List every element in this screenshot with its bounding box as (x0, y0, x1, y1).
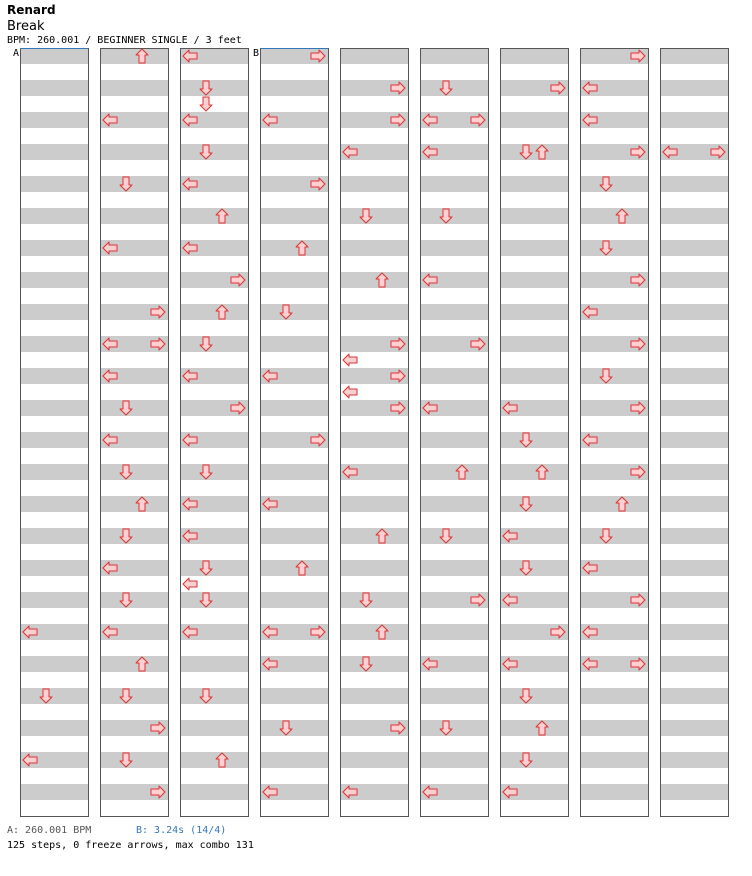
beat-stripe (340, 688, 408, 704)
beat-stripe (20, 592, 88, 608)
beat-stripe (660, 496, 728, 512)
beat-stripe (500, 48, 568, 64)
beat-stripe (660, 432, 728, 448)
beat-stripe (660, 400, 728, 416)
beat-stripe (420, 304, 488, 320)
beat-stripe (420, 624, 488, 640)
beat-stripe (20, 560, 88, 576)
beat-stripe (580, 528, 648, 544)
beat-stripe (660, 112, 728, 128)
beat-stripe (500, 464, 568, 480)
beat-stripe (340, 592, 408, 608)
beat-stripe (660, 48, 728, 64)
beat-stripe (580, 176, 648, 192)
beat-stripe (260, 752, 328, 768)
beat-stripe (500, 208, 568, 224)
beat-stripe (100, 400, 168, 416)
stop-label: B: 3.24s (14/4) (136, 825, 227, 836)
beat-stripe (100, 592, 168, 608)
beat-stripe (660, 528, 728, 544)
beat-stripe (260, 464, 328, 480)
beat-stripe (420, 752, 488, 768)
beat-stripe (100, 48, 168, 64)
beat-stripe (660, 656, 728, 672)
beat-stripe (260, 272, 328, 288)
beat-stripe (500, 688, 568, 704)
beat-stripe (580, 208, 648, 224)
beat-stripe (100, 752, 168, 768)
beat-stripe (580, 752, 648, 768)
beat-stripe (420, 528, 488, 544)
chart-column (580, 48, 649, 817)
beat-stripe (180, 304, 248, 320)
beat-stripe (420, 464, 488, 480)
beat-stripe (500, 752, 568, 768)
beat-stripe (260, 80, 328, 96)
beat-stripe (180, 560, 248, 576)
beat-stripe (340, 272, 408, 288)
beat-stripe (20, 400, 88, 416)
beat-stripe (340, 432, 408, 448)
beat-stripe (340, 560, 408, 576)
beat-stripe (500, 496, 568, 512)
beat-stripe (420, 560, 488, 576)
beat-stripe (180, 208, 248, 224)
left-arrow-note (183, 578, 197, 590)
beat-stripe (260, 560, 328, 576)
beat-stripe (420, 176, 488, 192)
beat-stripe (20, 144, 88, 160)
beat-stripe (20, 528, 88, 544)
beat-stripe (660, 720, 728, 736)
chart-column (180, 48, 249, 817)
beat-stripe (260, 240, 328, 256)
beat-stripe (580, 688, 648, 704)
beat-stripe (420, 720, 488, 736)
beat-stripe (100, 80, 168, 96)
beat-stripe (20, 272, 88, 288)
beat-stripe (420, 368, 488, 384)
beat-stripe (100, 176, 168, 192)
beat-stripe (20, 208, 88, 224)
beat-stripe (260, 720, 328, 736)
beat-stripe (100, 208, 168, 224)
beat-stripe (180, 144, 248, 160)
beat-stripe (20, 48, 88, 64)
beat-stripe (340, 304, 408, 320)
beat-stripe (340, 528, 408, 544)
beat-stripe (500, 144, 568, 160)
beat-stripe (500, 368, 568, 384)
beat-stripe (660, 336, 728, 352)
beat-stripe (20, 432, 88, 448)
beat-stripe (500, 560, 568, 576)
beat-stripe (20, 784, 88, 800)
beat-stripe (100, 272, 168, 288)
beat-stripe (260, 208, 328, 224)
beat-stripe (500, 272, 568, 288)
beat-stripe (180, 784, 248, 800)
beat-stripe (100, 496, 168, 512)
beat-stripe (340, 208, 408, 224)
chart-column (340, 48, 409, 817)
beat-stripe (260, 400, 328, 416)
beat-stripe (260, 336, 328, 352)
beat-stripe (420, 208, 488, 224)
beat-stripe (420, 80, 488, 96)
beat-stripe (580, 496, 648, 512)
chart-column (500, 48, 569, 817)
beat-stripe (660, 592, 728, 608)
chart-info: BPM: 260.001 / BEGINNER SINGLE / 3 feet (7, 35, 242, 46)
beat-stripe (20, 688, 88, 704)
beat-stripe (100, 656, 168, 672)
beat-stripe (660, 176, 728, 192)
beat-stripe (660, 80, 728, 96)
beat-stripe (340, 656, 408, 672)
beat-stripe (180, 656, 248, 672)
beat-stripe (340, 48, 408, 64)
beat-stripe (340, 240, 408, 256)
beat-stripe (20, 368, 88, 384)
marker-label: A (12, 48, 19, 59)
beat-stripe (580, 240, 648, 256)
beat-stripe (20, 336, 88, 352)
chart-column (660, 48, 729, 817)
beat-stripe (180, 80, 248, 96)
beat-stripe (20, 304, 88, 320)
beat-stripe (660, 560, 728, 576)
beat-stripe (580, 784, 648, 800)
beat-stripe (500, 720, 568, 736)
beat-stripe (180, 336, 248, 352)
beat-stripe (20, 240, 88, 256)
beat-stripe (180, 688, 248, 704)
beat-stripe (180, 720, 248, 736)
beat-stripe (420, 432, 488, 448)
left-arrow-note (343, 354, 357, 366)
beat-stripe (420, 240, 488, 256)
beat-stripe (260, 304, 328, 320)
bpm-label: A: 260.001 BPM (7, 825, 92, 836)
beat-stripe (660, 240, 728, 256)
artist-name: Renard (7, 3, 56, 17)
beat-stripe (20, 464, 88, 480)
beat-stripe (500, 432, 568, 448)
beat-stripe (20, 656, 88, 672)
chart-column (20, 48, 89, 817)
down-arrow-note (200, 97, 212, 111)
beat-stripe (660, 368, 728, 384)
beat-stripe (660, 464, 728, 480)
beat-stripe (660, 688, 728, 704)
chart-column (260, 48, 329, 817)
beat-stripe (340, 496, 408, 512)
beat-stripe (180, 464, 248, 480)
beat-stripe (260, 144, 328, 160)
beat-stripe (340, 176, 408, 192)
beat-stripe (20, 176, 88, 192)
beat-stripe (580, 720, 648, 736)
beat-stripe (20, 720, 88, 736)
left-arrow-note (343, 386, 357, 398)
beat-stripe (420, 688, 488, 704)
beat-stripe (100, 144, 168, 160)
beat-stripe (500, 176, 568, 192)
beat-stripe (500, 304, 568, 320)
beat-stripe (100, 528, 168, 544)
beat-stripe (660, 208, 728, 224)
beat-stripe (20, 80, 88, 96)
beat-stripe (20, 112, 88, 128)
marker-label: B (252, 48, 259, 59)
beat-stripe (660, 304, 728, 320)
beat-stripe (660, 272, 728, 288)
beat-stripe (100, 688, 168, 704)
beat-stripe (580, 368, 648, 384)
beat-stripe (180, 592, 248, 608)
beat-stripe (420, 48, 488, 64)
beat-stripe (340, 624, 408, 640)
chart-column (100, 48, 169, 817)
beat-stripe (340, 752, 408, 768)
chart-column (420, 48, 489, 817)
beat-stripe (180, 752, 248, 768)
beat-stripe (660, 752, 728, 768)
beat-stripe (20, 496, 88, 512)
beat-stripe (260, 688, 328, 704)
beat-stripe (420, 496, 488, 512)
beat-stripe (500, 112, 568, 128)
beat-stripe (660, 784, 728, 800)
beat-stripe (260, 528, 328, 544)
beat-stripe (500, 336, 568, 352)
beat-stripe (500, 240, 568, 256)
beat-stripe (100, 464, 168, 480)
beat-stripe (260, 592, 328, 608)
song-title: Break (7, 19, 45, 34)
beat-stripe (660, 624, 728, 640)
chart-stats: 125 steps, 0 freeze arrows, max combo 131 (7, 840, 254, 851)
